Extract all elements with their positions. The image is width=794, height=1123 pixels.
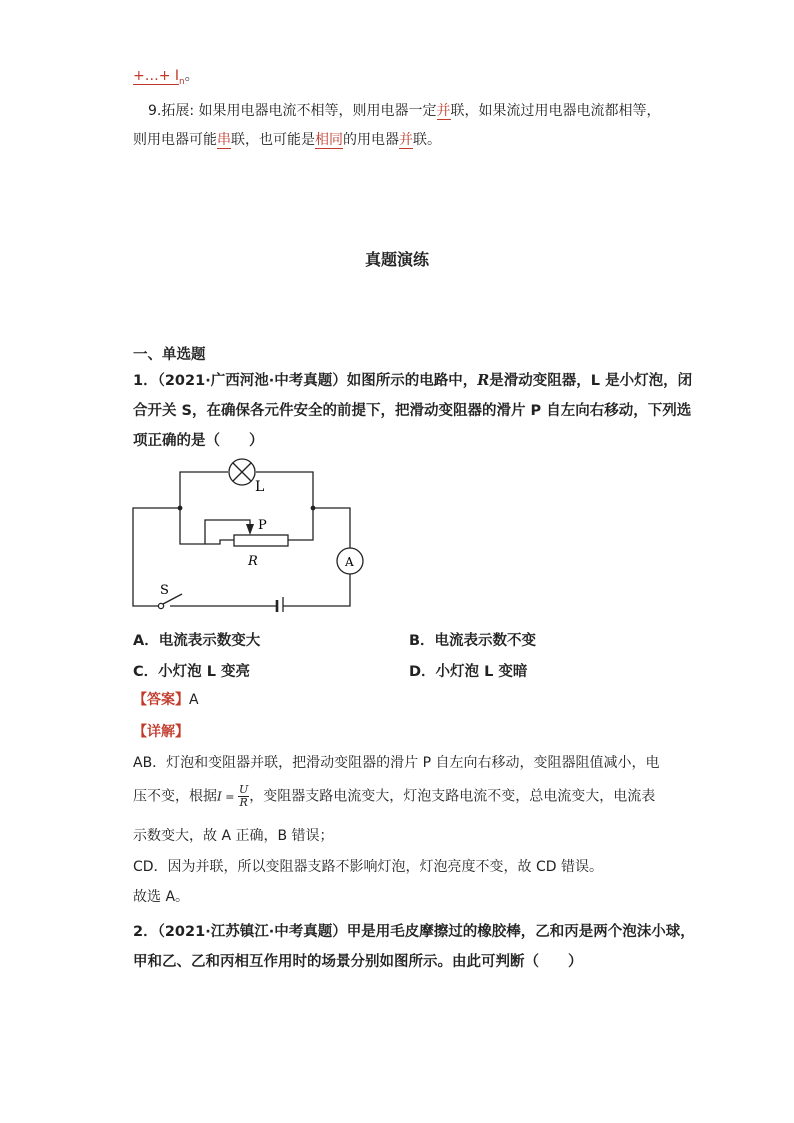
- switch-icon: [158, 603, 163, 608]
- rheostat-icon: [234, 535, 288, 546]
- line-text: 联，如果流过用电器电流都相等，: [450, 103, 661, 119]
- wire-left: [133, 508, 180, 606]
- subsection-heading: 一、单选题: [133, 347, 206, 363]
- q2-line1: 2．（2021·江苏镇江·中考真题）甲是用毛皮摩擦过的橡胶棒，乙和丙是两个泡沫小球，: [133, 924, 695, 940]
- wire-rheostat-left: [205, 540, 234, 544]
- junction-dot: [178, 506, 183, 511]
- fill-in-answer: 串: [217, 132, 231, 148]
- slider-arrow-icon: [246, 524, 254, 535]
- section-title: 真题演练: [364, 250, 429, 269]
- line-text: 的用电器: [343, 132, 399, 148]
- fill-in-answer: 并: [436, 103, 451, 119]
- q1-option-c[interactable]: C．小灯泡 L 变亮: [133, 664, 250, 680]
- wire-right-lower: [283, 574, 350, 606]
- wire-top-right: [256, 472, 313, 508]
- wire-rheostat-right: [288, 508, 313, 540]
- item9-line1: [148, 101, 661, 121]
- rheostat-label: R: [248, 554, 258, 569]
- ammeter-label: A: [345, 555, 354, 569]
- circuit-diagram: [120, 452, 370, 612]
- q1-option-a[interactable]: A．电流表示数变大: [133, 633, 261, 649]
- junction-dot: [311, 506, 316, 511]
- switch-label: S: [160, 583, 169, 598]
- line-text: 则用电器可能: [133, 132, 217, 148]
- ohm-law-fraction: $\frac{U}{R}$: [238, 783, 249, 809]
- q1-detail-line4: CD．因为并联，所以变阻器支路不影响灯泡，灯泡亮度不变，故 CD 错误。: [133, 859, 604, 875]
- item9-line2: [133, 130, 441, 150]
- line-text: 联，也可能是: [231, 132, 315, 148]
- line-text: 9.拓展: 如果用电器电流不相等，则用电器一定: [148, 103, 437, 119]
- q1-line1: 1．（2021·广西河池·中考真题）如图所示的电路中，R是滑动变阻器，L 是小灯泡，闭: [133, 372, 693, 389]
- q2-line2: 甲和乙、乙和丙相互作用时的场景分别如图所示。由此可判断（ ）: [133, 954, 583, 970]
- fill-in-answer: 相同: [315, 132, 343, 148]
- q1-option-b[interactable]: B．电流表示数不变: [409, 633, 537, 649]
- wire-right-upper: [313, 508, 350, 548]
- fill-in-answer: 并: [399, 132, 413, 148]
- q1-line2: 合开关 S，在确保各元件安全的前提下，把滑动变阻器的滑片 P 自左向右移动，下列选: [133, 403, 692, 419]
- line-text: 联。: [413, 132, 441, 148]
- q1-detail-line3: 示数变大，故 A 正确，B 错误；: [133, 828, 334, 844]
- formula-fragment: +…+ $I_n$。: [133, 68, 199, 87]
- q1-detail-line1: AB．灯泡和变阻器并联，把滑动变阻器的滑片 P 自左向右移动，变阻器阻值减小，电: [133, 755, 660, 771]
- q1-answer: 【答案】A: [133, 692, 199, 708]
- q1-detail-label: 【详解】: [133, 724, 189, 740]
- q1-option-d[interactable]: D．小灯泡 L 变暗: [409, 664, 528, 680]
- q1-detail-line2: 压不变，根据I = $\frac{U}{R}$ ，变阻器支路电流变大，灯泡支路电流不变，总电流变大，电流表: [133, 783, 656, 809]
- q1-line3: 项正确的是（ ）: [133, 433, 264, 449]
- slider-label: P: [258, 518, 267, 533]
- q1-detail-line5: 故选 A。: [133, 889, 190, 905]
- lamp-label: L: [255, 479, 265, 495]
- wire-top-left: [180, 472, 228, 508]
